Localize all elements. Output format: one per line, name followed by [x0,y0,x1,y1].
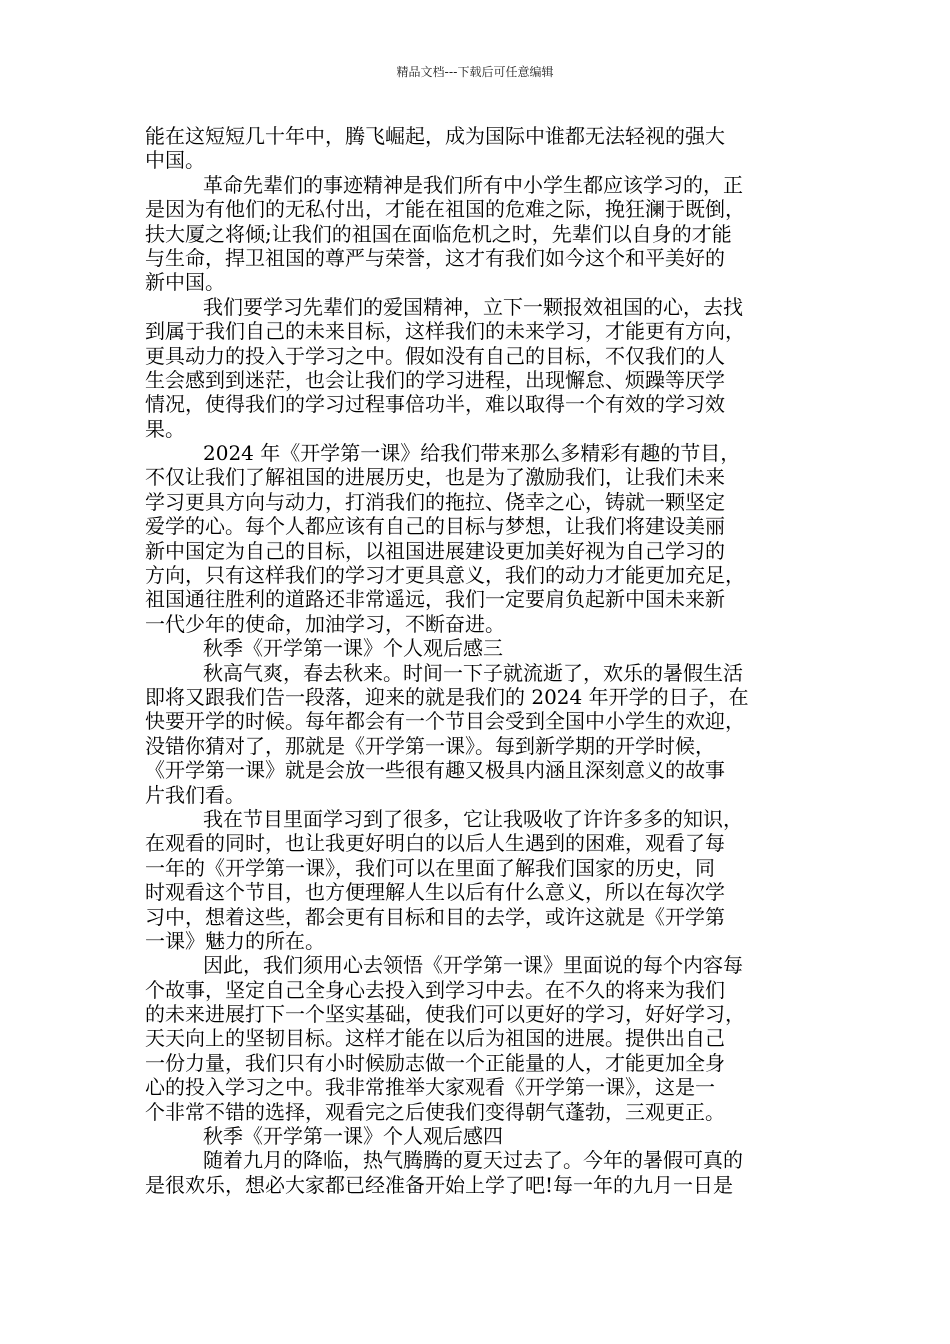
text-line: 天天向上的坚韧目标。这样才能在以后为祖国的进展。提供出自己 [145,1026,725,1051]
text-line: 即将又跟我们告一段落，迎来的就是我们的 2024 年开学的日子，在 [145,684,749,709]
text-line: 一代少年的使命，加油学习，不断奋进。 [145,611,505,636]
text-line: 心的投入学习之中。我非常推举大家观看《开学第一课》，这是一 [145,1075,715,1100]
text-line: 果。 [145,416,185,441]
section-heading: 秋季《开学第一课》个人观后感四 [203,1124,503,1149]
section-heading: 秋季《开学第一课》个人观后感三 [203,636,503,661]
page-header: 精品文档---下载后可任意编辑 [396,65,554,79]
text-line: 《开学第一课》就是会放一些很有趣又极具内涵且深刻意义的故事 [145,758,725,783]
text-line: 是很欢乐，想必大家都已经准备开始上学了吧!每一年的九月一日是 [145,1172,734,1197]
text-line: 情况，使得我们的学习过程事倍功半，难以取得一个有效的学习效 [145,392,725,417]
text-line: 新中国。 [145,270,225,295]
text-line: 新中国定为自己的目标，以祖国进展建设更加美好视为自己学习的 [145,538,725,563]
text-line: 片我们看。 [145,782,245,807]
text-line: 2024 年《开学第一课》给我们带来那么多精彩有趣的节目， [203,441,741,466]
text-line: 到属于我们自己的未来目标，这样我们的未来学习，才能更有方向， [145,319,745,344]
text-line: 一份力量，我们只有小时候励志做一个正能量的人，才能更加全身 [145,1050,725,1075]
text-line: 的未来进展打下一个坚实基础，使我们可以更好的学习，好好学习， [145,1002,745,1027]
text-line: 方向，只有这样我们的学习才更具意义，我们的动力才能更加充足， [145,563,745,588]
text-line: 因此，我们须用心去领悟《开学第一课》里面说的每个内容每 [203,953,743,978]
text-line: 一年的《开学第一课》，我们可以在里面了解我们国家的历史，同 [145,855,715,880]
text-line: 更具动力的投入于学习之中。假如没有自己的目标，不仅我们的人 [145,343,725,368]
text-line: 在观看的同时，也让我更好明白的以后人生遇到的困难，观看了每 [145,831,725,856]
text-line: 中国。 [145,148,205,173]
text-line: 习中，想着这些，都会更有目标和目的去学，或许这就是《开学第 [145,904,725,929]
text-line: 能在这短短几十年中，腾飞崛起，成为国际中谁都无法轻视的强大 [145,124,725,148]
text-line: 我们要学习先辈们的爱国精神，立下一颗报效祖国的心，去找 [203,294,743,319]
text-line: 个故事，坚定自己全身心去投入到学习中去。在不久的将来为我们 [145,977,725,1002]
text-line: 秋高气爽，春去秋来。时间一下子就流逝了，欢乐的暑假生活 [203,660,743,685]
text-line: 生会感到到迷茫，也会让我们的学习进程，出现懈怠、烦躁等厌学 [145,367,725,392]
text-line: 时观看这个节目，也方便理解人生以后有什么意义，所以在每次学 [145,880,725,905]
text-line: 不仅让我们了解祖国的进展历史，也是为了激励我们，让我们未来 [145,465,725,490]
text-line: 祖国通往胜利的道路还非常遥远，我们一定要肩负起新中国未来新 [145,587,725,612]
text-line: 没错你猜对了，那就是《开学第一课》。每到新学期的开学时候， [145,733,715,758]
text-line: 随着九月的降临，热气腾腾的夏天过去了。今年的暑假可真的 [203,1148,743,1173]
text-line: 革命先辈们的事迹精神是我们所有中小学生都应该学习的，正 [203,172,743,197]
text-line: 扶大厦之将倾;让我们的祖国在面临危机之时，先辈们以自身的才能 [145,221,732,246]
text-line: 与生命，捍卫祖国的尊严与荣誉，这才有我们如今这个和平美好的 [145,245,725,270]
text-line: 学习更具方向与动力，打消我们的拖拉、侥幸之心，铸就一颗坚定 [145,489,725,514]
text-line: 个非常不错的选择，观看完之后使我们变得朝气蓬勃，三观更正。 [145,1099,725,1124]
text-line: 爱学的心。每个人都应该有自己的目标与梦想，让我们将建设美丽 [145,514,725,539]
text-line: 是因为有他们的无私付出，才能在祖国的危难之际，挽狂澜于既倒， [145,197,745,222]
text-line: 一课》魅力的所在。 [145,928,325,953]
document-body [145,124,810,1197]
text-line: 我在节目里面学习到了很多，它让我吸收了许许多多的知识， [203,806,743,831]
text-line: 快要开学的时候。每年都会有一个节目会受到全国中小学生的欢迎， [145,709,745,734]
